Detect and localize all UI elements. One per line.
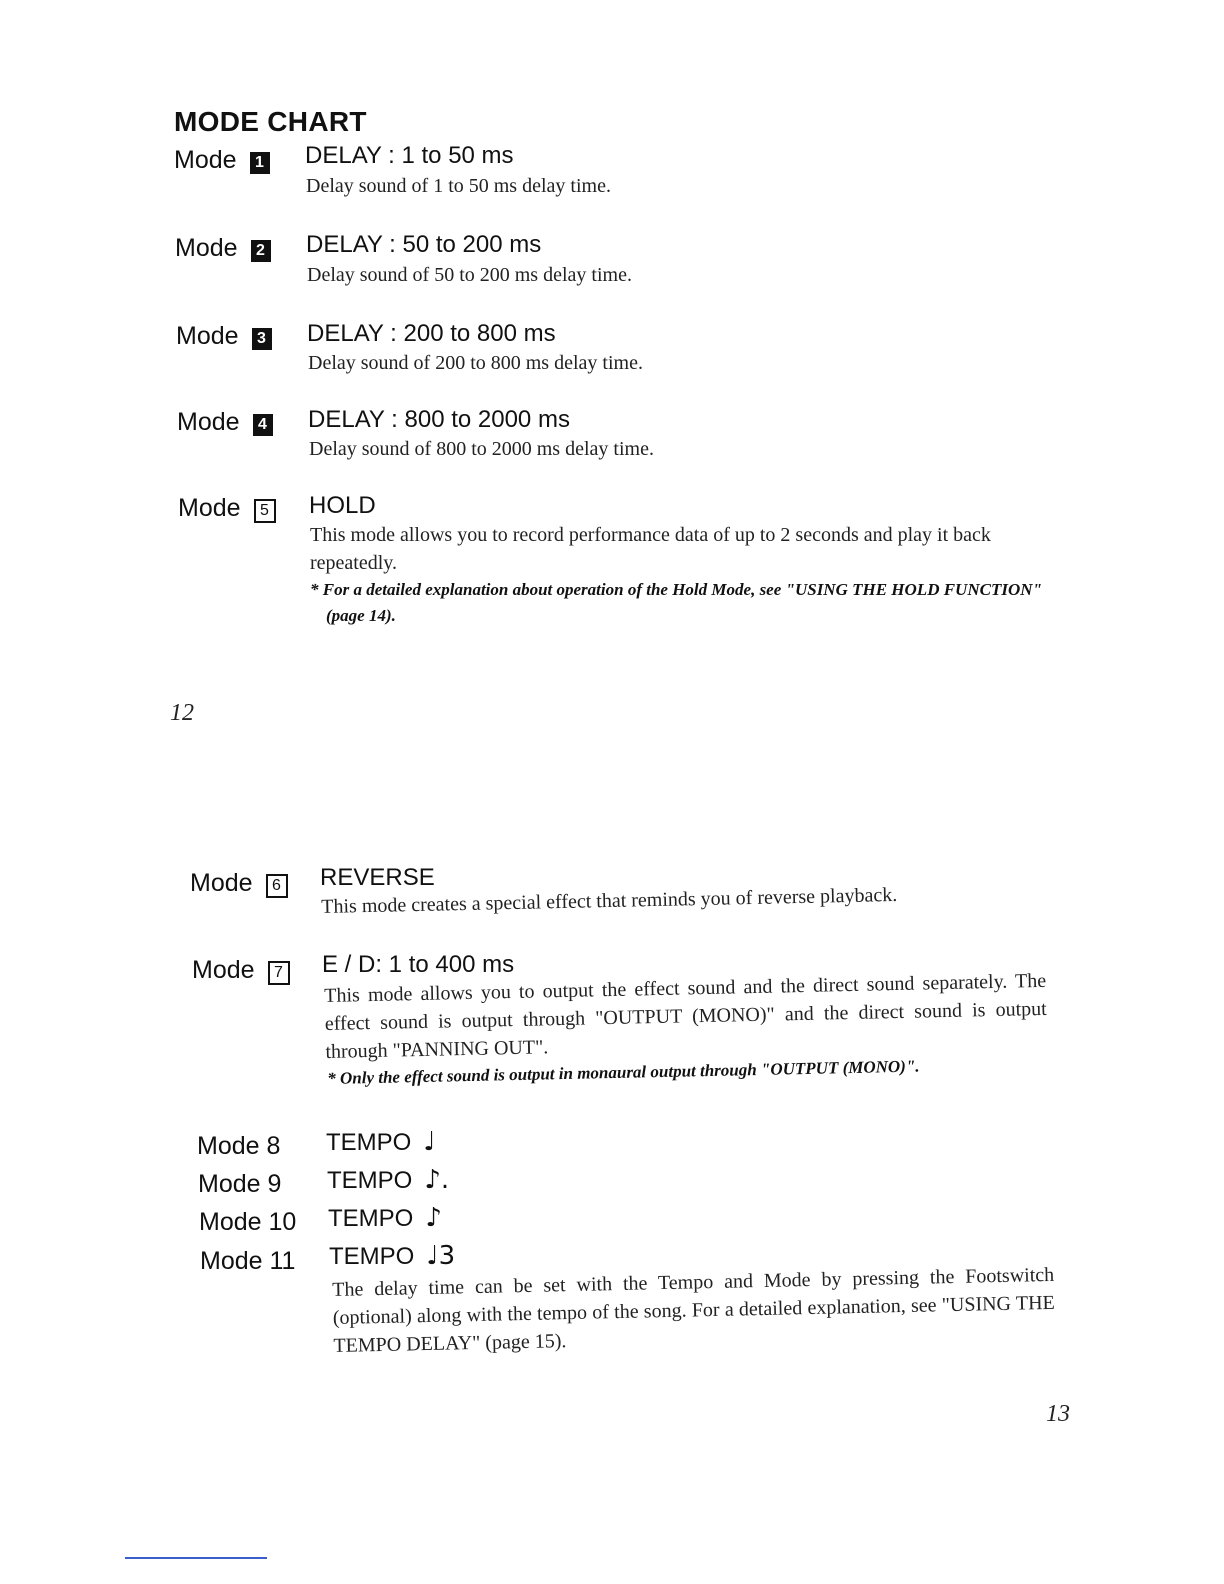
mode-1-heading: DELAY : 1 to 50 ms	[305, 142, 514, 169]
tempo-word: TEMPO	[329, 1243, 415, 1270]
dotted-eighth-note-icon: ♪.	[424, 1165, 450, 1195]
mode-9-label: Mode 9	[198, 1170, 282, 1198]
mode-number-badge: 2	[251, 240, 271, 262]
mode-2-description: Delay sound of 50 to 200 ms delay time.	[307, 264, 632, 286]
mode-number-badge: 1	[250, 152, 270, 174]
mode-3-description: Delay sound of 200 to 800 ms delay time.	[308, 352, 643, 374]
mode-10-heading	[328, 1203, 442, 1233]
mode-11-label: Mode 11	[200, 1247, 296, 1275]
mode-number-badge: 5	[254, 499, 276, 523]
mode-7-label	[192, 956, 290, 985]
mode-7-note: * Only the effect sound is output in monaural output through "OUTPUT (MONO)".	[327, 1056, 920, 1088]
quarter-note-icon: ♩	[423, 1127, 436, 1157]
mode-number-badge: 7	[268, 961, 290, 985]
mode-number-badge: 6	[266, 874, 288, 898]
bottom-rule-line	[125, 1557, 267, 1559]
mode-word: Mode	[190, 869, 253, 897]
mode-11-heading	[329, 1241, 455, 1271]
page-number-right: 13	[1046, 1401, 1070, 1427]
mode-number-badge: 3	[252, 328, 272, 350]
mode-2-heading: DELAY : 50 to 200 ms	[306, 231, 542, 258]
mode-6-description: This mode creates a special effect that reminds you of reverse playback.	[321, 883, 898, 918]
mode-1-description: Delay sound of 1 to 50 ms delay time.	[306, 175, 611, 197]
mode-8-label: Mode 8	[197, 1132, 281, 1160]
mode-3-heading: DELAY : 200 to 800 ms	[307, 320, 556, 347]
mode-4-description: Delay sound of 800 to 2000 ms delay time.	[309, 438, 654, 460]
mode-4-label	[177, 408, 273, 437]
mode-5-heading: HOLD	[309, 492, 376, 519]
tempo-word: TEMPO	[328, 1205, 414, 1232]
mode-9-heading	[327, 1165, 449, 1195]
mode-7-heading: E / D: 1 to 400 ms	[322, 951, 515, 978]
mode-3-label	[176, 322, 272, 351]
mode-7-description: This mode allows you to output the effect sound and the direct sound separately. The effect sound is output through "OUTPUT (MONO)" and the direct sound is output through "PANNING OUT".	[324, 969, 1047, 1063]
mode-4-heading: DELAY : 800 to 2000 ms	[308, 406, 570, 433]
mode-word: Mode	[192, 956, 255, 984]
mode-6-label	[190, 869, 288, 898]
mode-2-label	[175, 234, 271, 263]
mode-word: Mode	[177, 408, 240, 436]
mode-word: Mode	[174, 146, 237, 174]
mode-word: Mode	[176, 322, 239, 350]
mode-1-label	[174, 146, 270, 175]
tempo-description: The delay time can be set with the Tempo and Mode by pressing the Footswitch (optional) along with the tempo of the song. For a detailed explanation, see "USING THE TEMPO DELAY" (page 15).	[332, 1263, 1055, 1357]
mode-5-note: * For a detailed explanation about operation of the Hold Mode, see "USING THE HOLD FUNCTION" (page 14).	[310, 580, 1042, 625]
mode-number-badge: 4	[253, 414, 273, 436]
eighth-note-icon: ♪	[425, 1203, 442, 1233]
mode-word: Mode	[178, 494, 241, 522]
mode-5-description: This mode allows you to record performance data of up to 2 seconds and play it back repeatedly.	[310, 524, 991, 574]
quarter-note-triplet-icon: ♩3	[426, 1241, 456, 1271]
tempo-word: TEMPO	[326, 1129, 412, 1156]
tempo-word: TEMPO	[327, 1167, 413, 1194]
mode-6-heading: REVERSE	[320, 864, 435, 891]
mode-5-label	[178, 494, 276, 523]
mode-10-label: Mode 10	[199, 1208, 297, 1236]
page-title: MODE CHART	[174, 106, 367, 137]
mode-word: Mode	[175, 234, 238, 262]
page-number-left: 12	[170, 700, 194, 726]
mode-8-heading	[326, 1127, 436, 1157]
